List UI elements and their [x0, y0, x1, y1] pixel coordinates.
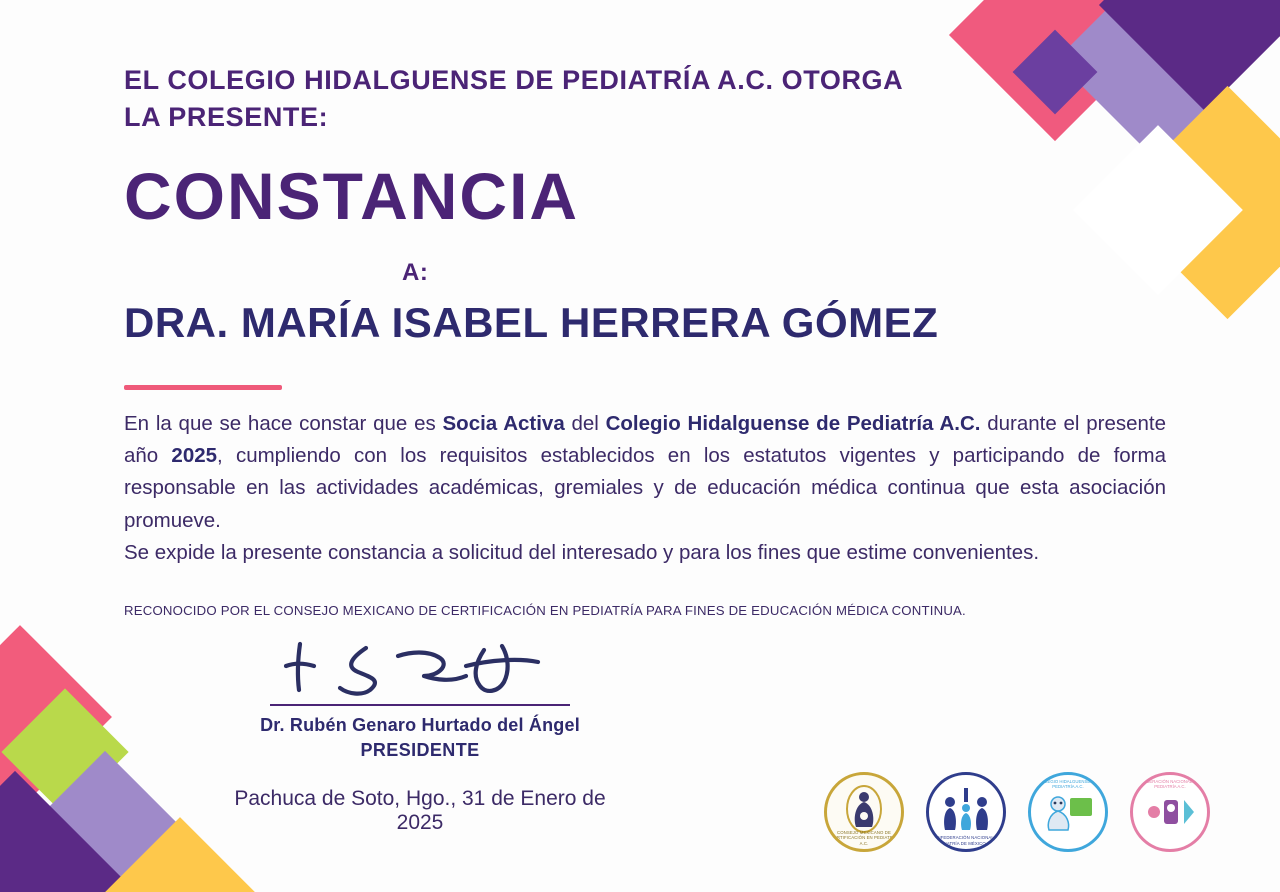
place-and-date: Pachuca de Soto, Hgo., 31 de Enero de 2025 [234, 787, 606, 835]
logo-4-caption: FEDERACIÓN NACIONAL DE PEDIATRÍA A.C. [1140, 779, 1200, 790]
body-p1-seg1: En la que se hace constar que es [124, 411, 443, 435]
signature-block [220, 636, 620, 835]
abstract-figures-icon [1144, 794, 1196, 830]
body-paragraph-2: Se expide la presente constancia a solicitud del interesado y para los fines que estime convenientes. [124, 541, 1040, 564]
signer-role: PRESIDENTE [360, 740, 480, 761]
family-figures-icon [938, 786, 994, 838]
logo-1-caption: CONSEJO MEXICANO DE CERTIFICACIÓN EN PEDIATRÍA A.C. [830, 829, 898, 846]
certificate-body [124, 408, 1166, 570]
body-p1-bold3: 2025 [171, 443, 218, 467]
body-p1-seg4: , cumpliendo con los requisitos establecidos en los estatutos vigentes y participando de forma responsable en las actividades académicas, gremiales y de educación médica continua que esta asociación promueve. [124, 443, 1166, 532]
recognition-note: RECONOCIDO POR EL CONSEJO MEXICANO DE CERTIFICACIÓN EN PEDIATRÍA PARA FINES DE EDUCACIÓN MÉDICA CONTINUA. [124, 603, 966, 619]
logo-federacion-nacional-pediatria [1130, 772, 1210, 852]
child-and-chalkboard-icon [1040, 790, 1096, 834]
signature-mark-icon [270, 636, 570, 702]
body-p1-seg2: del [564, 411, 606, 435]
issuer-line-1: EL COLEGIO HIDALGUENSE DE PEDIATRÍA A.C. OTORGA [124, 65, 904, 95]
logo-3-caption: COLEGIO HIDALGUENSE DE PEDIATRÍA A.C. [1038, 779, 1098, 790]
certificate-title: CONSTANCIA [124, 158, 580, 233]
signature-line [270, 704, 570, 706]
issuer-line-2: LA PRESENTE: [124, 102, 329, 133]
logo-row [824, 772, 1210, 852]
body-p1-seg3: durante el presente año [124, 411, 1167, 467]
divider-rule [124, 385, 282, 390]
logo-colegio-hidalguense-pediatria [1028, 772, 1108, 852]
recipient-label: A: [402, 258, 429, 286]
signer-name: Dr. Rubén Genaro Hurtado del Ángel [260, 715, 580, 736]
body-paragraph-1 [124, 408, 1166, 538]
logo-consejo-mexicano-certificacion-pediatria [824, 772, 904, 852]
body-p1-bold2: Colegio Hidalguense de Pediatría A.C. [605, 411, 981, 435]
body-p1-bold1: Socia Activa [442, 411, 565, 435]
logo-2-caption: CONFEDERACIÓN NACIONAL DE PEDIATRÍA DE MÉXICO A.C. [930, 835, 1002, 846]
recipient-name: DRA. MARÍA ISABEL HERRERA GÓMEZ [124, 298, 939, 346]
logo-confederacion-nacional-pediatria-mexico [926, 772, 1006, 852]
